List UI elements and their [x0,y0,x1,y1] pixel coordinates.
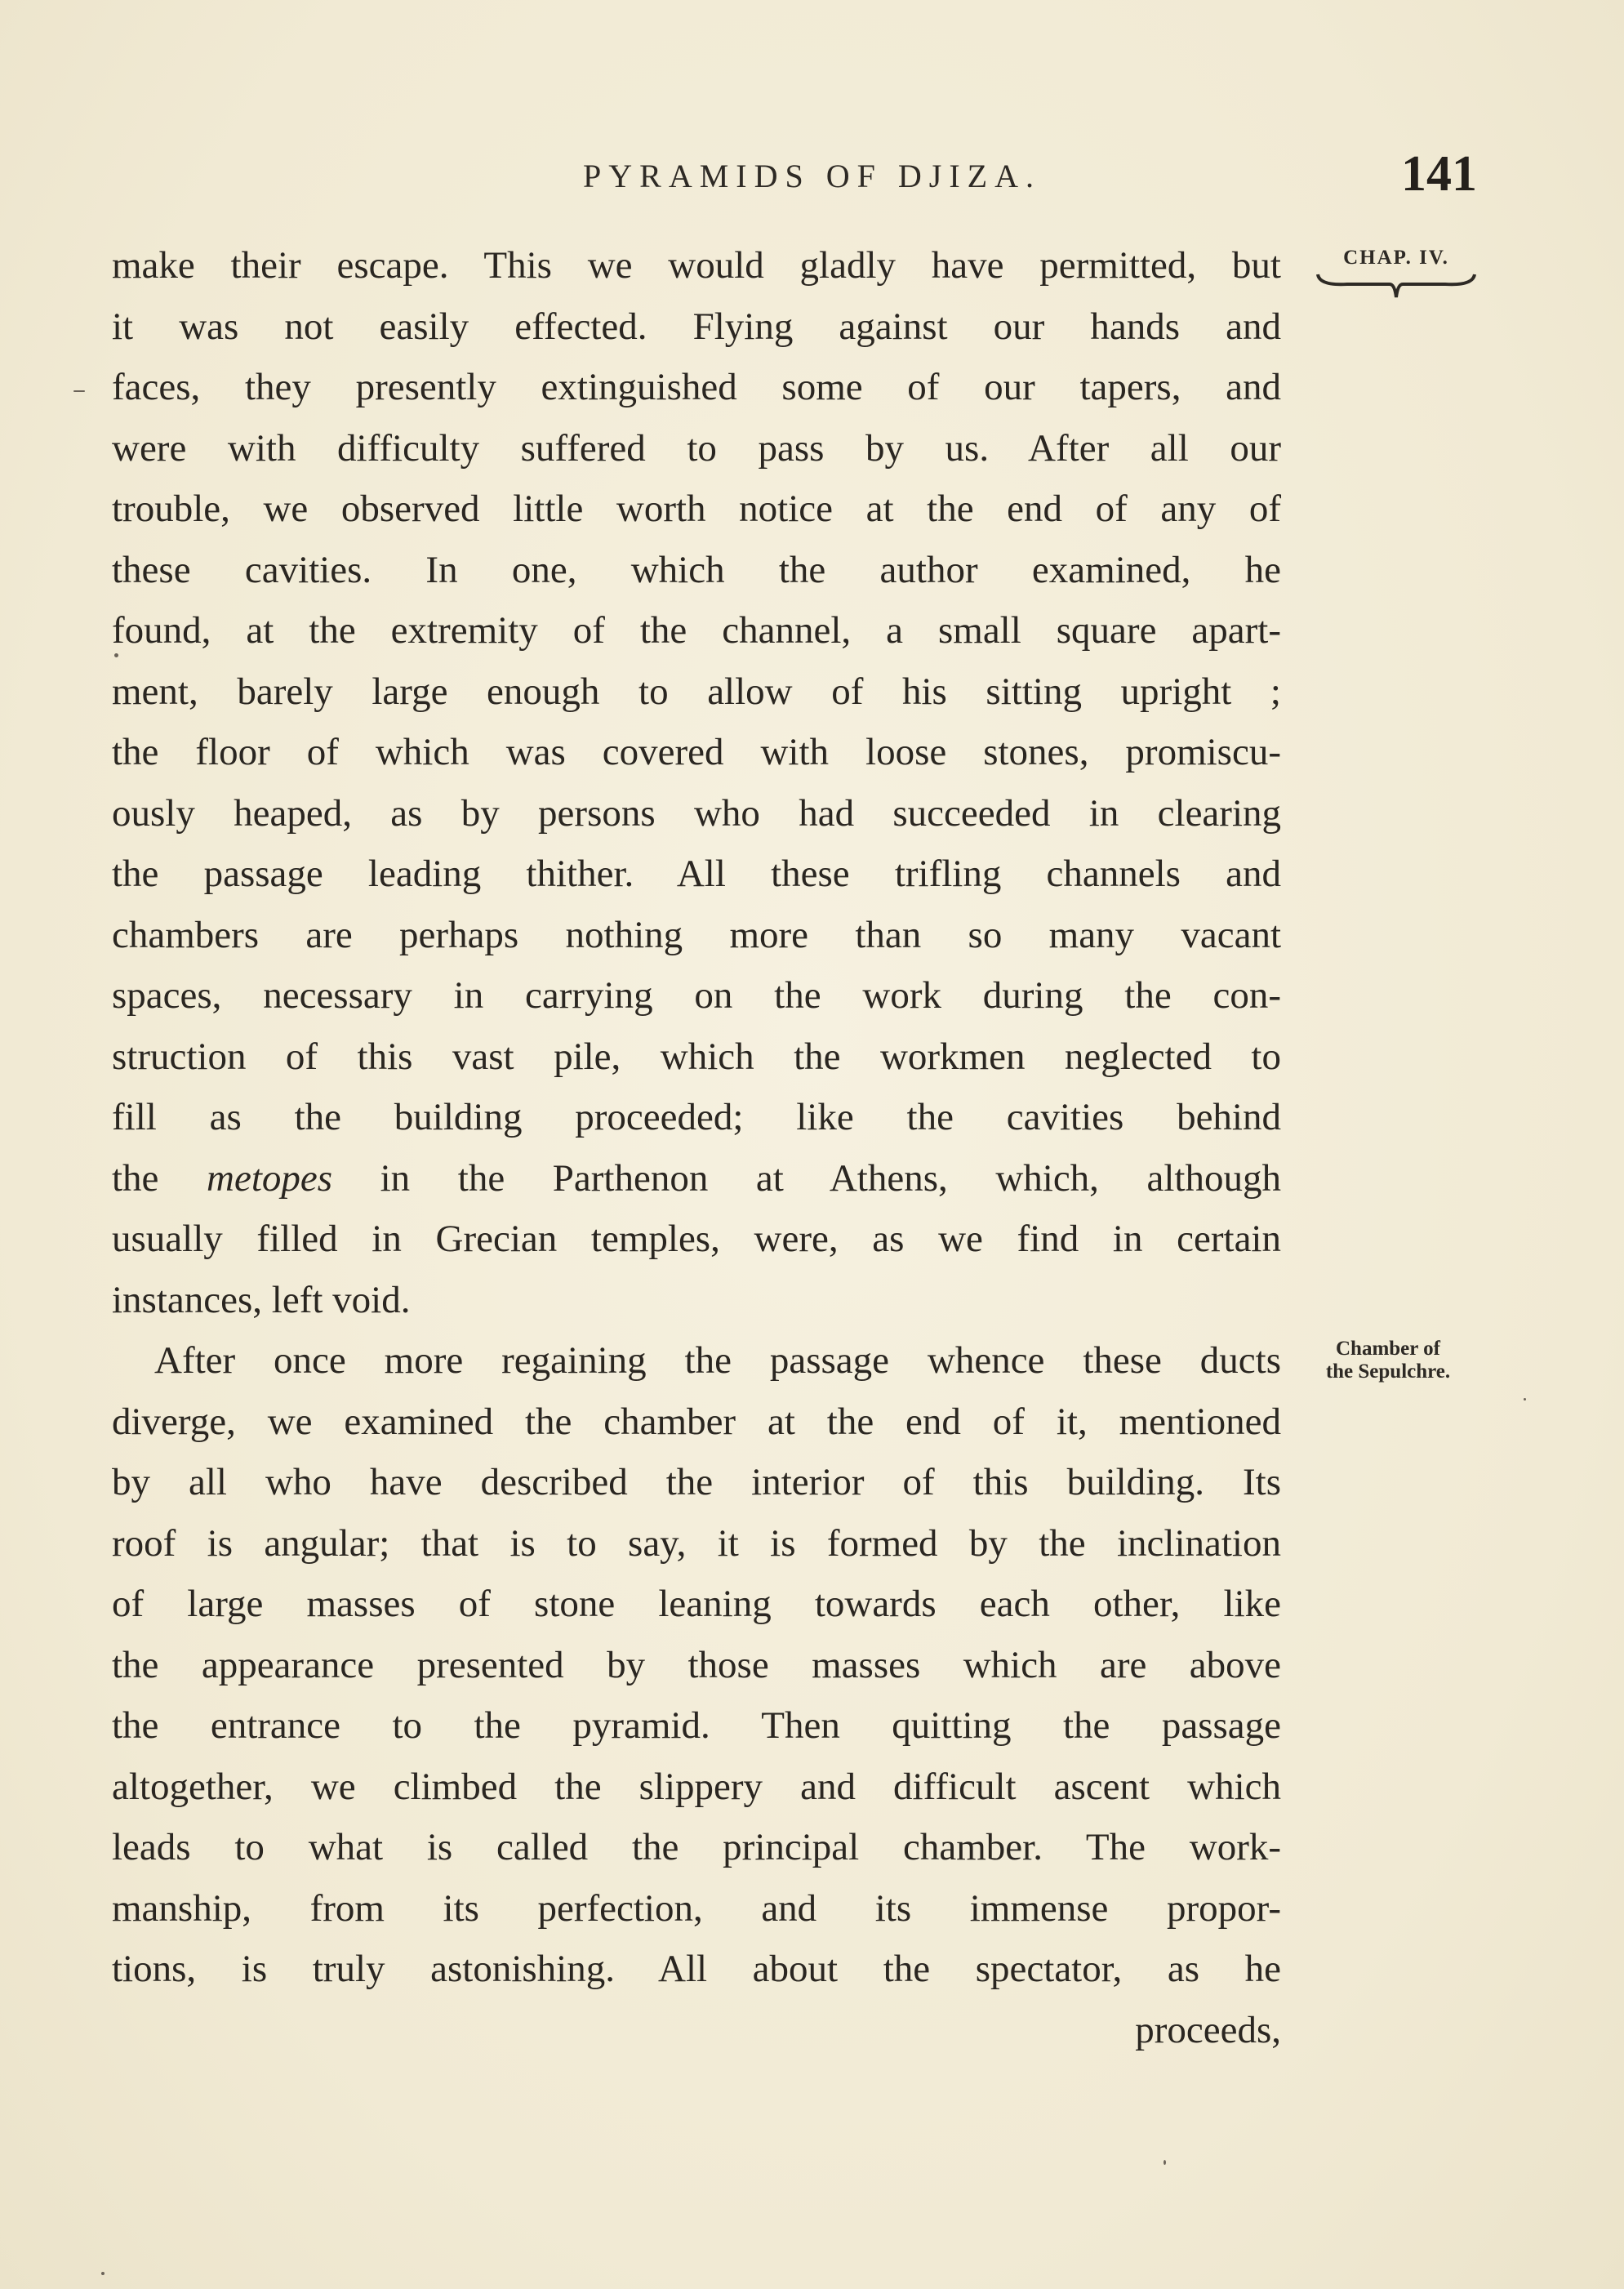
text-line: make their escape. This we would gladly have permitted, but [112,244,1281,287]
text-line: were with difficulty suffered to pass by us. After all our [112,426,1281,470]
text-line: the passage leading thither. All these trifling channels and [112,853,1281,895]
paper-speck [1163,2160,1166,2165]
text-line: trouble, we observed little worth notice at the end of any of [112,488,1281,530]
text-line: struction of this vast pile, which the workmen neglected to [112,1035,1281,1078]
text-line: usually filled in Grecian temples, were, as we find in certain [112,1218,1281,1260]
text-line: the appearance presented by those masses which are above [112,1643,1281,1686]
text-line: by all who have described the interior of this building. Its [112,1461,1281,1503]
paper-speck [1524,1398,1526,1401]
paper-speck [101,2272,105,2275]
text-line: these cavities. In one, which the author examined, he [112,548,1281,591]
metopes-italic-word: metopes [207,1156,333,1200]
sepulchre-note-line-1: Chamber of [1335,1338,1440,1360]
text-line: ment, barely large enough to allow of his sitting upright ; [112,670,1281,713]
body-text [112,235,1281,2060]
text-line: chambers are perhaps nothing more than so many vacant [112,913,1281,956]
text-line: fill as the building proceeded; like the cavities behind [112,1096,1281,1138]
text-line: it was not easily effected. Flying against our hands and [112,305,1281,348]
text-line-paragraph-start: After once more regaining the passage whence these ducts [154,1339,1281,1382]
text-line: spaces, necessary in carrying on the work during the con- [112,974,1281,1017]
text-line: leads to what is called the principal chamber. The work- [112,1826,1281,1868]
text-line-metopes [112,1148,1281,1209]
sepulchre-note-line-2: the Sepulchre. [1325,1360,1451,1383]
text-line: manship, from its perfection, and its immense propor- [112,1886,1281,1930]
chapter-marginal-note: CHAP. IV. [1343,247,1449,269]
sepulchre-marginal-note [1298,1338,1478,1383]
text-line: the floor of which was covered with loose stones, promiscu- [112,731,1281,773]
text-line: tions, is truly astonishing. All about the spectator, as he [112,1948,1281,1990]
metopes-line-start: the [112,1156,207,1200]
text-line: ously heaped, as by persons who had succeeded in clearing [112,791,1281,835]
text-line-paragraph-end: instances, left void. [112,1278,411,1321]
text-line: faces, they presently extinguished some of our tapers, and [112,366,1281,408]
chapter-bracket-ornament [1315,273,1478,301]
paper-speck [114,653,118,657]
page-number: 141 [1401,146,1477,202]
text-line: altogether, we climbed the slippery and difficult ascent which [112,1765,1281,1808]
text-line: found, at the extremity of the channel, a small square apart- [112,609,1281,652]
catchword: proceeds, [1135,2008,1281,2051]
paper-speck [73,390,85,392]
text-line: of large masses of stone leaning towards each other, like [112,1583,1281,1625]
running-title: PYRAMIDS OF DJIZA. [583,158,1041,194]
text-line: roof is angular; that is to say, it is formed by the inclination [112,1521,1281,1565]
text-line: diverge, we examined the chamber at the end of it, mentioned [112,1400,1281,1443]
text-line: the entrance to the pyramid. Then quitting the passage [112,1704,1281,1747]
metopes-line-end: in the Parthenon at Athens, which, although [332,1156,1281,1200]
